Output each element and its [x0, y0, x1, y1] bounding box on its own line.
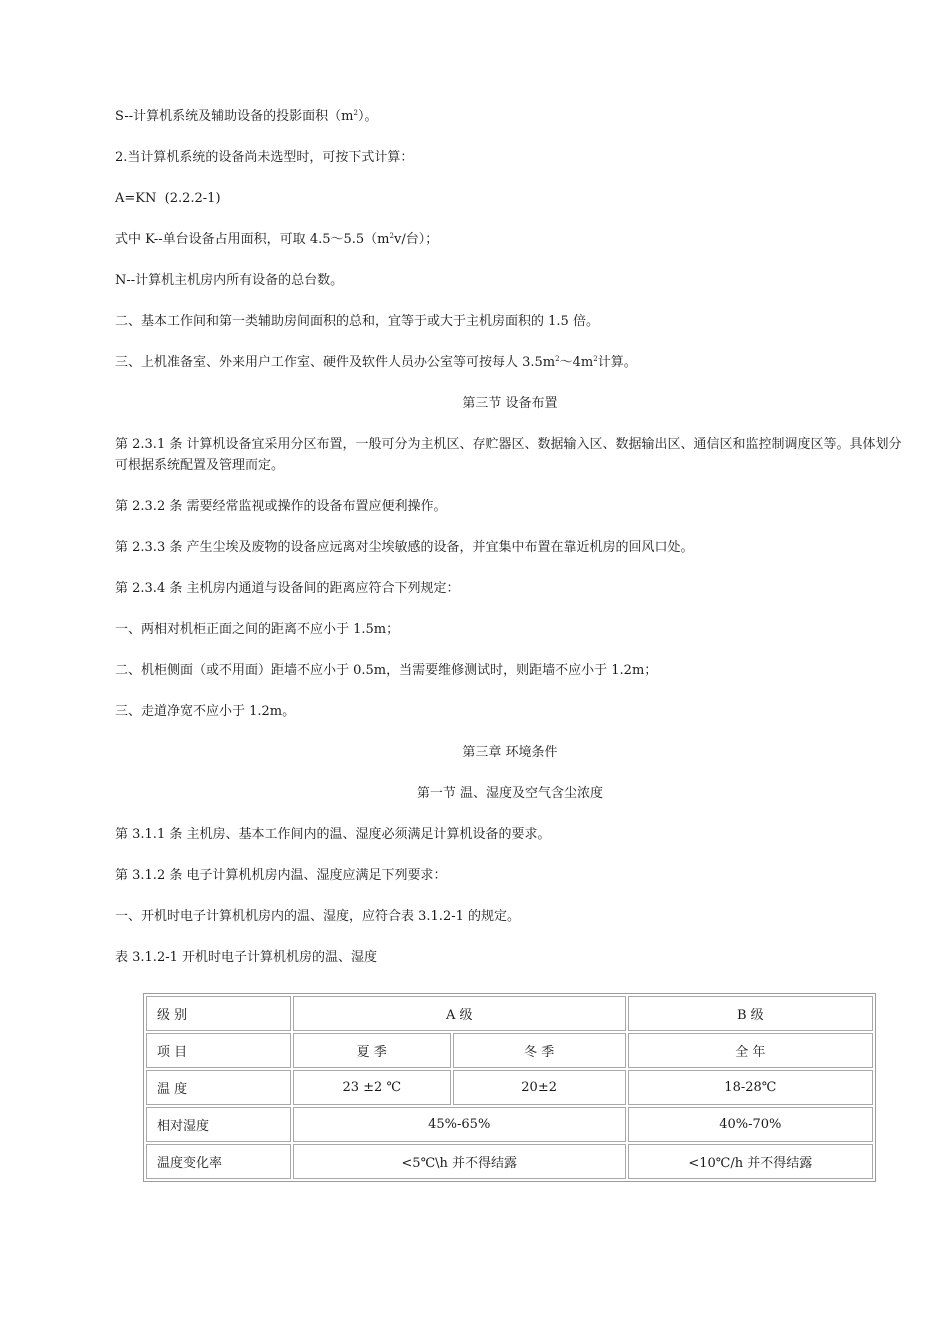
- temperature-humidity-table-wrapper: [143, 993, 876, 1182]
- section-3-title: 第三节 设备布置: [462, 396, 558, 411]
- cell-all-year: 全 年: [628, 1033, 873, 1068]
- distance-rule-2: 二、机柜侧面（或不用面）距墙不应小于 0.5m，当需要维修测试时，则距墙不应小于 1.2m；: [115, 663, 658, 678]
- table-row: [146, 1033, 873, 1068]
- temperature-humidity-table: [143, 993, 876, 1182]
- section-1-title: 第一节 温、湿度及空气含尘浓度: [416, 786, 604, 801]
- article-2-3-2: 第 2.3.2 条 需要经常监视或操作的设备布置应便利操作。: [115, 499, 447, 514]
- table-caption: 表 3.1.2-1 开机时电子计算机机房的温、湿度: [115, 950, 378, 965]
- article-3-1-2: 第 3.1.2 条 电子计算机机房内温、湿度应满足下列要求：: [115, 868, 447, 883]
- table-row: [146, 996, 873, 1031]
- formula: A=KN (2.2.2-1): [115, 191, 221, 206]
- requirement-1: 一、开机时电子计算机机房内的温、湿度，应符合表 3.1.2-1 的规定。: [115, 909, 521, 924]
- document-body: [115, 106, 905, 988]
- cell-level-a: A 级: [293, 996, 626, 1031]
- cell-rate-b: <10℃/h 并不得结露: [628, 1144, 873, 1179]
- cell-temp-label: 温 度: [146, 1070, 291, 1105]
- k-definition: 式中 K--单台设备占用面积，可取 $4.5\sim 5.5(m^2v/$台）；: [115, 232, 439, 247]
- cell-humidity-b: 40%-70%: [628, 1107, 873, 1142]
- article-2-3-4: 第 2.3.4 条 主机房内通道与设备间的距离应符合下列规定：: [115, 581, 460, 596]
- article-2-3-1: 第 2.3.1 条 计算机设备宜采用分区布置，一般可分为主机区、存贮器区、数据输入区、数据输出区、通信区和监控制调度区等。具体划分可根据系统配置及管理而定。: [115, 437, 902, 473]
- cell-temp-b: 18-28℃: [628, 1070, 873, 1105]
- chapter-3-title: 第三章 环境条件: [462, 745, 558, 760]
- cell-rate-a: <5℃\h 并不得结露: [293, 1144, 626, 1179]
- distance-rule-3: 三、走道净宽不应小于 1.2m。: [115, 704, 296, 719]
- table-row: [146, 1144, 873, 1179]
- s-definition: S--计算机系统及辅助设备的投影面积$(m^2)$。: [115, 109, 378, 124]
- n-definition: N--计算机主机房内所有设备的总台数。: [115, 273, 344, 288]
- table-row: [146, 1070, 873, 1105]
- cell-summer: 夏 季: [293, 1033, 451, 1068]
- cell-item-label: 项 目: [146, 1033, 291, 1068]
- article-2-3-3: 第 2.3.3 条 产生尘埃及废物的设备应远离对尘埃敏感的设备，并宜集中布置在靠近机房的回风口处。: [115, 540, 694, 555]
- item-er: 二、基本工作间和第一类辅助房间面积的总和，宜等于或大于主机房面积的 1.5 倍。: [115, 314, 599, 329]
- cell-rate-label: 温度变化率: [146, 1144, 291, 1179]
- cell-winter: 冬 季: [453, 1033, 626, 1068]
- item-san: 三、上机准备室、外来用户工作室、硬件及软件人员办公室等可按每人 $3.5m^2\sim 4m^2$计算。: [115, 355, 637, 370]
- cell-humidity-label: 相对湿度: [146, 1107, 291, 1142]
- table-row: [146, 1107, 873, 1142]
- item-2: 2.当计算机系统的设备尚未选型时，可按下式计算：: [115, 150, 414, 165]
- article-3-1-1: 第 3.1.1 条 主机房、基本工作间内的温、湿度必须满足计算机设备的要求。: [115, 827, 551, 842]
- cell-humidity-a: 45%-65%: [293, 1107, 626, 1142]
- cell-level-b: B 级: [628, 996, 873, 1031]
- cell-temp-summer: 23 ±2 ℃: [293, 1070, 451, 1105]
- cell-temp-winter: 20±2: [453, 1070, 626, 1105]
- cell-level-label: 级 别: [146, 996, 291, 1031]
- distance-rule-1: 一、两相对机柜正面之间的距离不应小于 1.5m；: [115, 622, 400, 637]
